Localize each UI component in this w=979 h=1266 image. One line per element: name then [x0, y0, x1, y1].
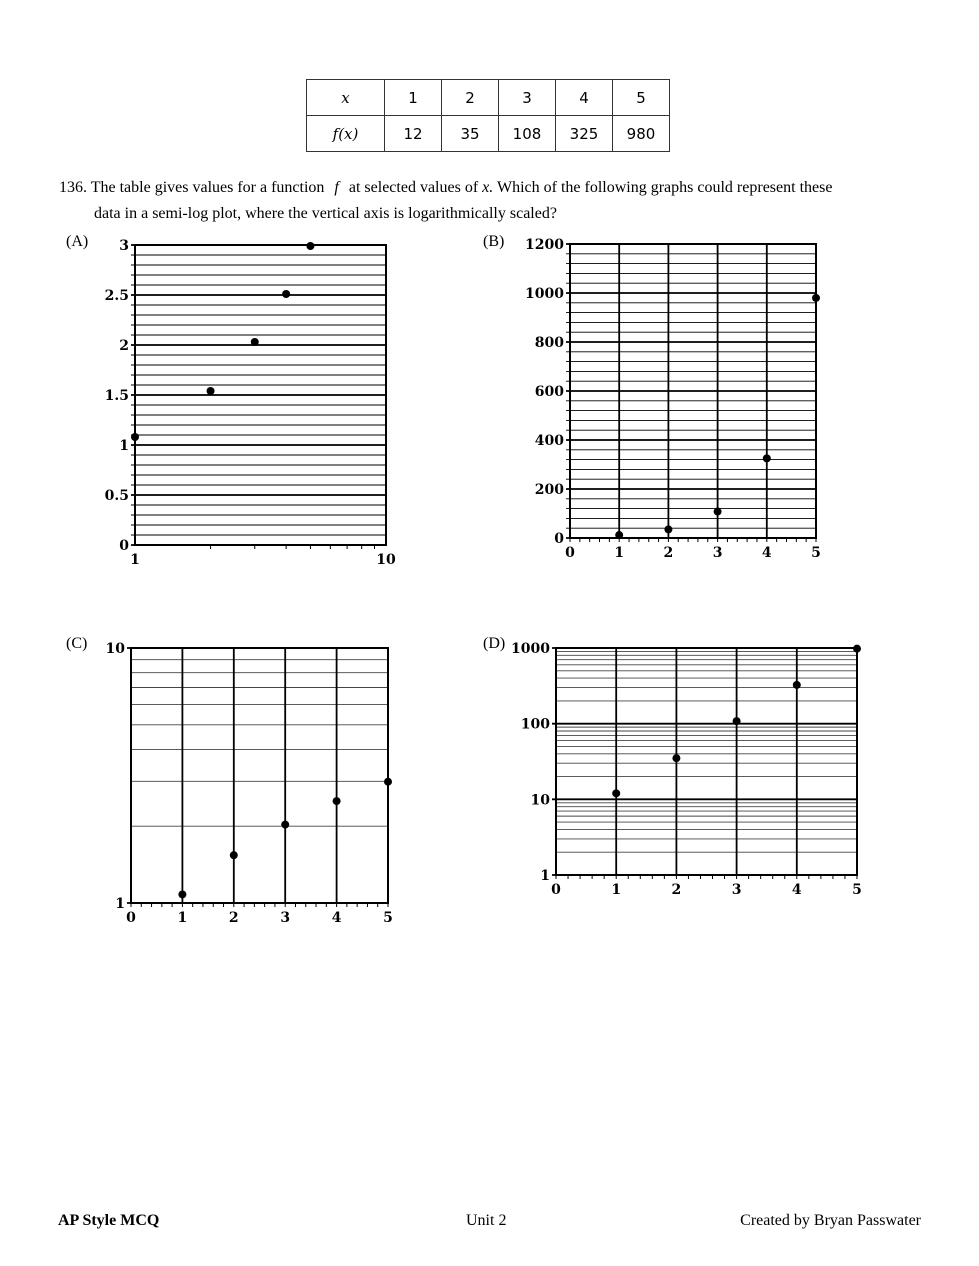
data-point: [281, 821, 289, 829]
svg-text:2.5: 2.5: [104, 288, 129, 304]
table-cell: 325: [556, 116, 613, 152]
data-point: [793, 681, 801, 689]
choice-b-label[interactable]: (B): [483, 233, 505, 250]
data-point: [812, 294, 820, 302]
question-line-2: data in a semi-log plot, where the vertical axis is logarithmically scaled?: [94, 205, 557, 222]
data-point: [333, 797, 341, 805]
svg-text:3: 3: [280, 910, 291, 926]
svg-text:0.5: 0.5: [104, 488, 129, 504]
svg-text:2: 2: [119, 338, 129, 354]
svg-text:0: 0: [126, 910, 136, 926]
graph-c: [106, 641, 393, 926]
svg-text:0: 0: [119, 538, 129, 554]
svg-text:4: 4: [331, 910, 342, 926]
question-text-part: The table gives values for a function: [90, 179, 325, 196]
question-text-part: at selected values of: [348, 179, 479, 196]
data-point: [131, 433, 139, 441]
svg-text:4: 4: [791, 882, 802, 898]
svg-text:2: 2: [228, 910, 239, 926]
svg-text:1: 1: [119, 438, 129, 454]
table-cell: 5: [613, 80, 670, 116]
svg-text:400: 400: [534, 433, 564, 449]
svg-text:5: 5: [383, 910, 393, 926]
svg-text:5: 5: [811, 545, 821, 561]
table-cell: 980: [613, 116, 670, 152]
data-point: [251, 338, 259, 346]
data-point: [763, 454, 771, 462]
table-cell: 12: [385, 116, 442, 152]
data-point: [664, 525, 672, 533]
svg-text:1: 1: [130, 552, 140, 568]
choice-a-label[interactable]: (A): [66, 233, 89, 250]
graph-a: [105, 238, 396, 568]
svg-text:3: 3: [712, 545, 723, 561]
svg-text:0: 0: [551, 882, 561, 898]
svg-text:1: 1: [115, 896, 125, 912]
footer-unit: Unit 2: [466, 1212, 507, 1229]
data-point: [230, 851, 238, 859]
svg-text:3: 3: [119, 238, 129, 254]
row-header-x: x: [307, 80, 385, 116]
svg-text:1: 1: [611, 882, 622, 898]
svg-text:100: 100: [520, 716, 550, 733]
table-cell: 35: [442, 116, 499, 152]
row-header-fx: f(x): [307, 116, 385, 152]
data-point: [672, 754, 680, 762]
svg-text:1.5: 1.5: [104, 388, 129, 404]
svg-text:600: 600: [534, 384, 564, 400]
data-point: [306, 242, 314, 250]
data-point: [612, 789, 620, 797]
svg-text:2: 2: [671, 882, 682, 898]
svg-text:1000: 1000: [511, 641, 550, 657]
table-cell: 1: [385, 80, 442, 116]
svg-text:10: 10: [376, 552, 396, 568]
svg-text:10: 10: [530, 792, 550, 809]
data-point: [714, 508, 722, 516]
question-text-part: Which of the following graphs could represent these: [496, 179, 833, 196]
table-cell: 3: [499, 80, 556, 116]
svg-text:1: 1: [177, 910, 188, 926]
data-point: [853, 645, 861, 653]
svg-text:10: 10: [105, 641, 125, 657]
data-point: [615, 531, 623, 539]
variable-x: x.: [482, 179, 494, 196]
table-cell: 2: [442, 80, 499, 116]
footer-author: Created by Bryan Passwater: [740, 1212, 921, 1229]
svg-text:1: 1: [614, 545, 625, 561]
graph-d: [511, 641, 862, 898]
svg-text:1200: 1200: [525, 237, 564, 253]
svg-text:2: 2: [663, 545, 674, 561]
svg-text:5: 5: [852, 882, 862, 898]
data-point: [282, 290, 290, 298]
svg-text:200: 200: [534, 482, 564, 498]
question-number: 136.: [59, 179, 87, 196]
svg-text:4: 4: [761, 545, 772, 561]
data-point: [178, 890, 186, 898]
data-point: [733, 717, 741, 725]
footer-title: AP Style MCQ: [58, 1212, 160, 1229]
svg-text:1000: 1000: [525, 286, 564, 302]
svg-text:1: 1: [540, 868, 550, 884]
table-cell: 4: [556, 80, 613, 116]
choice-c-label[interactable]: (C): [66, 635, 88, 652]
table-cell: 108: [499, 116, 556, 152]
choice-d-label[interactable]: (D): [483, 635, 506, 652]
graph-b: [525, 237, 821, 561]
data-point: [384, 778, 392, 786]
svg-text:0: 0: [554, 531, 564, 547]
svg-text:800: 800: [534, 335, 564, 351]
variable-f: f: [334, 179, 339, 196]
svg-text:0: 0: [565, 545, 575, 561]
data-point: [207, 387, 215, 395]
svg-text:3: 3: [731, 882, 742, 898]
